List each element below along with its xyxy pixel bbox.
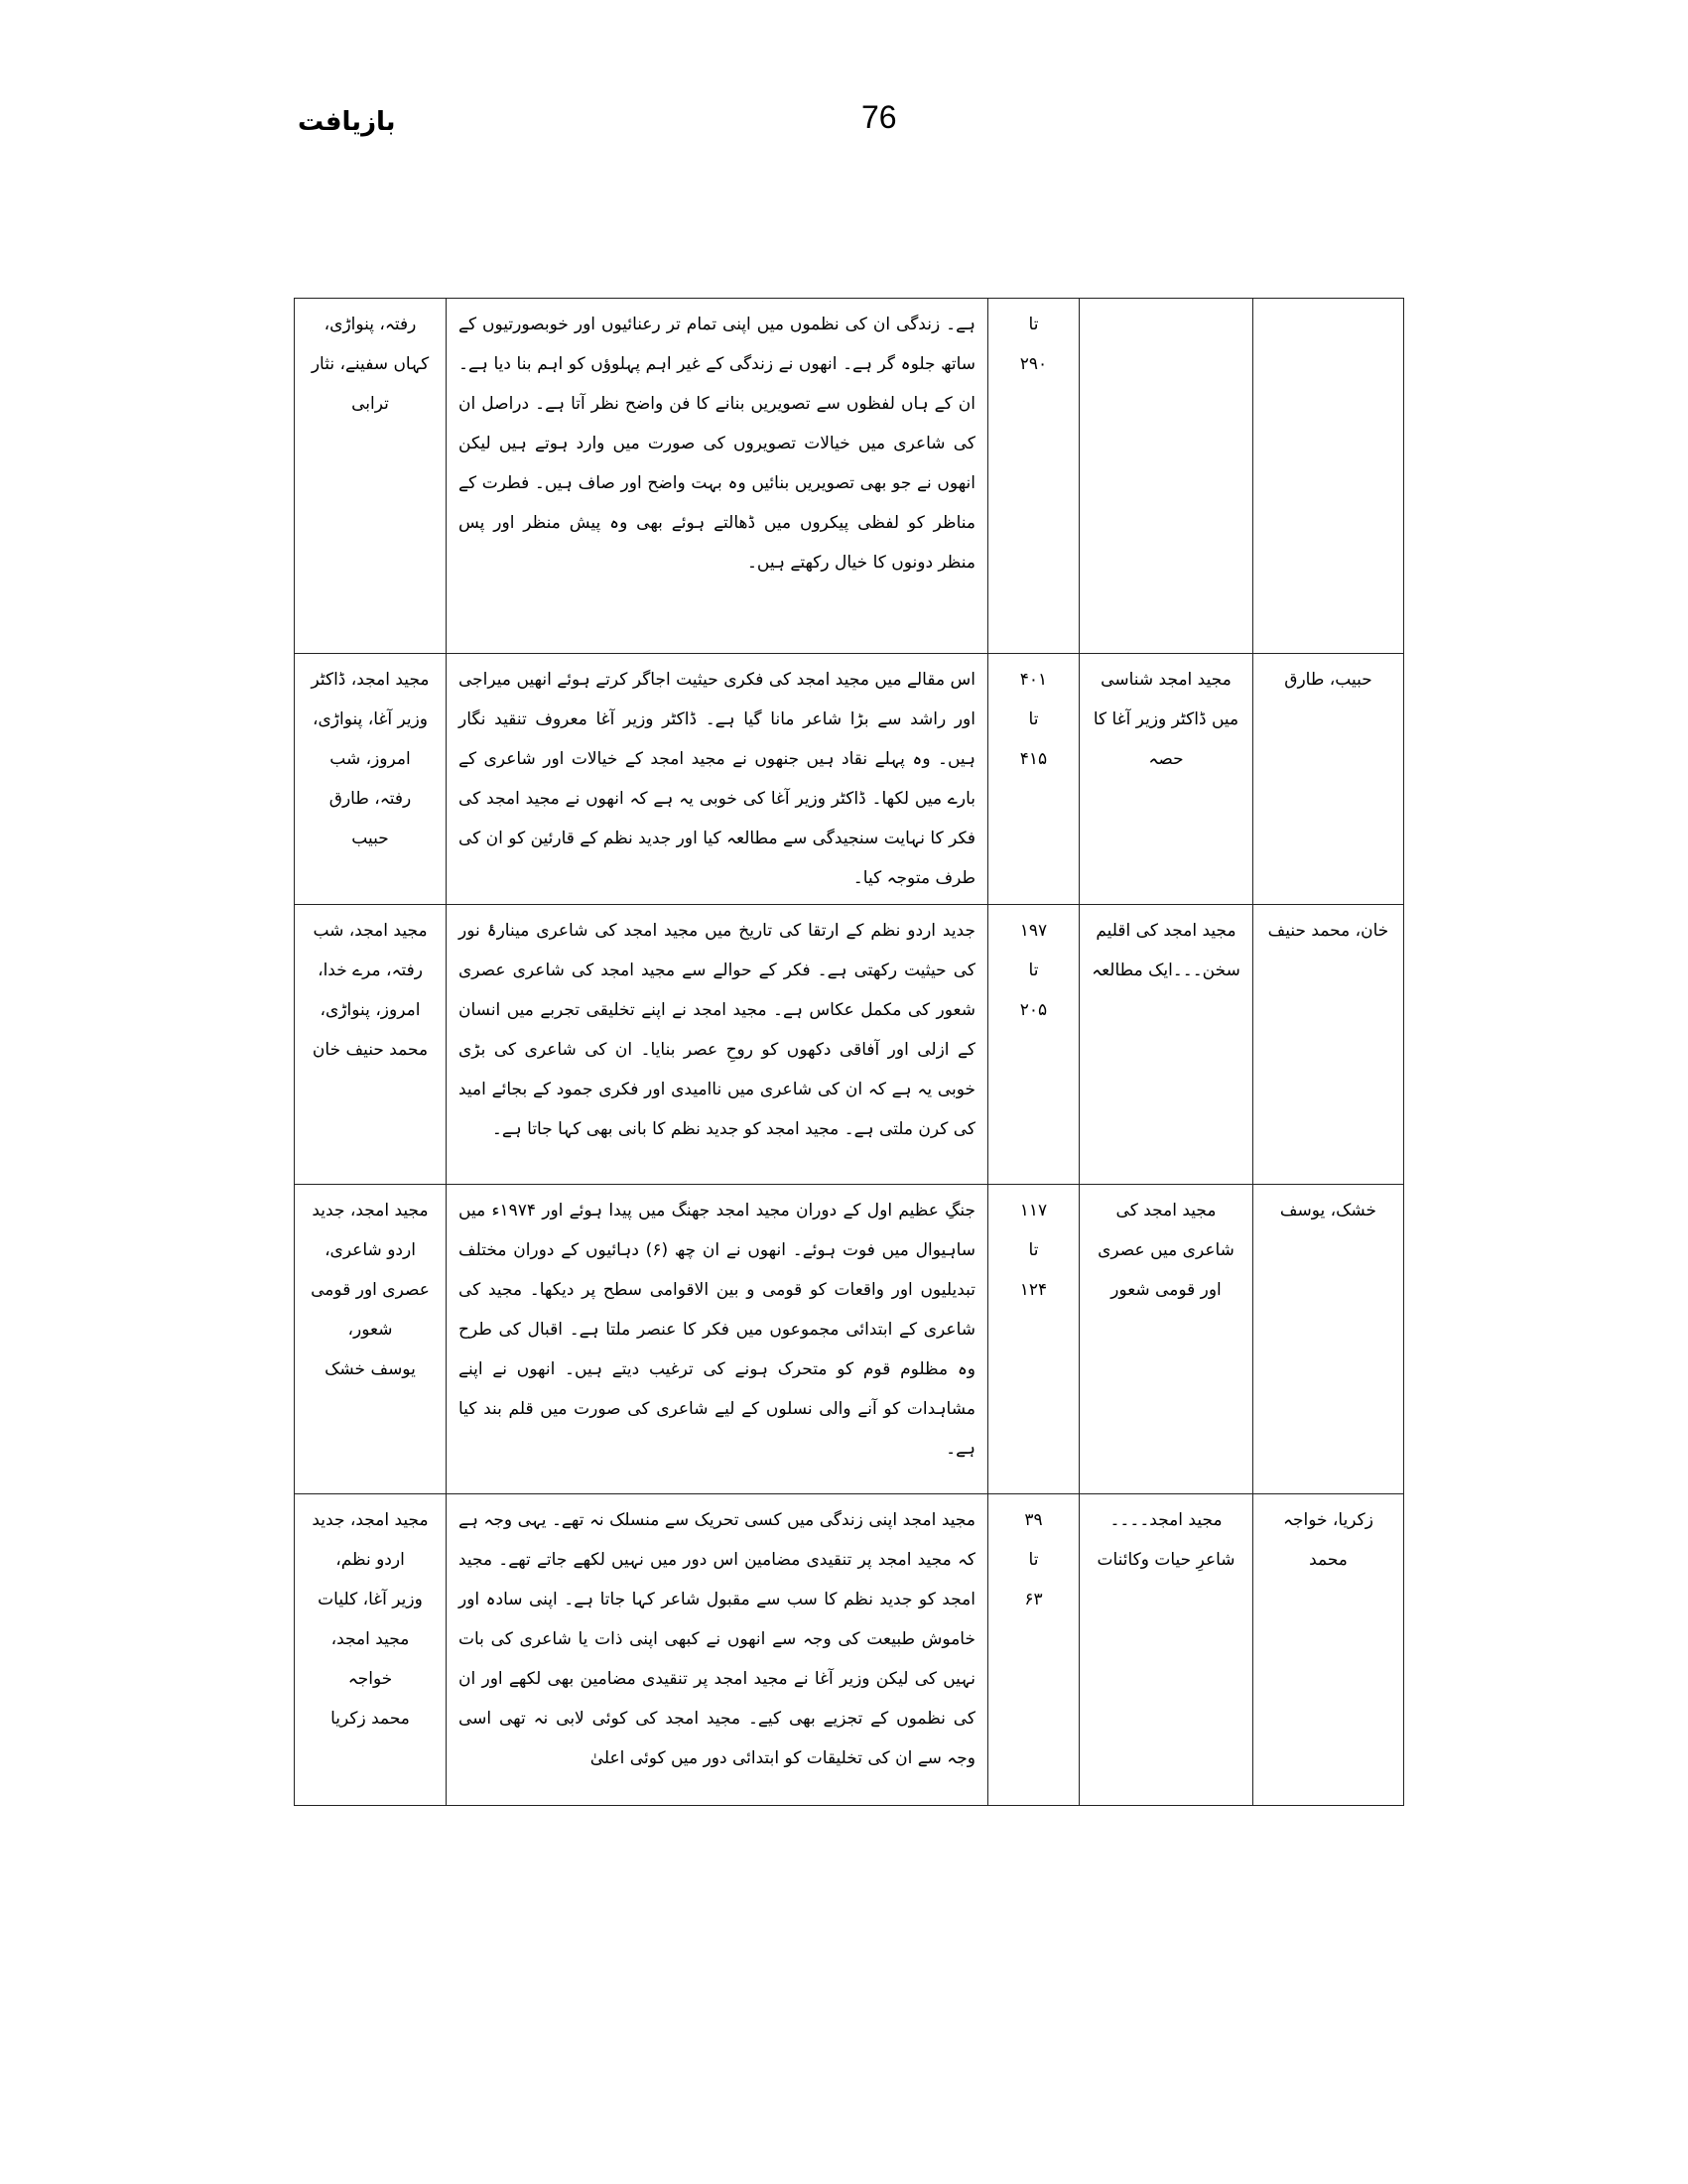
keywords-cell-line: شعور، [347,1320,393,1340]
summary-cell-text: مجید امجد اپنی زندگی میں کسی تحریک سے منسلک نہ تھے۔ یہی وجہ ہے کہ مجید امجد پر تنقیدی مضامین اس دور میں نہیں لکھے جاتے تھے۔ مجید امجد کو جدید نظم کا سب سے مقبول شاعر کہا جاتا ہے۔ اپنی سادہ اور خاموش طبیعت کی وجہ سے انھوں نے کبھی اپنی ذات یا شاعری کی بات نہیں کی لیکن وزیر آغا نے مجید امجد پر تنقیدی مضامین بھی لکھے اور ان کی نظموں کے تجزیے بھی کیے۔ مجید امجد کی کوئی لابی نہ تھی اسی وجہ سے ان کی تخلیقات کو ابتدائی دور میں کوئی اعلیٰ [458,1510,975,1768]
table-row [295,905,1404,1185]
article-title-cell [1080,299,1253,654]
keywords-cell [295,299,447,654]
author-cell [1253,1494,1404,1806]
page-range-cell [988,299,1080,654]
author-cell-text: حبیب، طارق [1284,670,1372,690]
summary-cell-text: جنگِ عظیم اول کے دوران مجید امجد جھنگ میں پیدا ہوئے اور ۱۹۷۴ء میں ساہیوال میں فوت ہوئے۔ انھوں نے ان چھ (۶) دہائیوں کے دوران مختلف تبدیلیوں اور واقعات کو قومی و بین الاقوامی سطح پر دیکھا۔ مجید کی شاعری کے ابتدائی مجموعوں میں فکر کا عنصر ملتا ہے۔ اقبال کی طرح وہ مظلوم قوم کو متحرک ہونے کی ترغیب دیتے ہیں۔ انھوں نے اپنے مشاہدات کو آنے والی نسلوں کے لیے شاعری کی صورت میں قلم بند کیا ہے۔ [458,1201,975,1459]
author-cell-text: خان، محمد حنیف [1267,921,1389,941]
article-title-cell-text: مجید امجد کی اقلیم سخن۔۔۔ایک مطالعہ [1092,921,1240,980]
page-range-cell [988,654,1080,905]
page-range-cell-line: ۱۲۴ [1019,1280,1048,1300]
summary-cell [447,905,988,1185]
keywords-cell-line: رفتہ، پنواڑی، [324,315,417,334]
keywords-cell-line: محمد حنیف خان [312,1040,429,1060]
journal-title: بازیافت [298,107,396,137]
article-title-cell [1080,654,1253,905]
page-range-cell-line: ۲۹۰ [1019,354,1048,374]
keywords-cell [295,905,447,1185]
keywords-cell [295,1185,447,1494]
page-range-cell [988,1185,1080,1494]
article-title-cell [1080,1494,1253,1806]
keywords-cell-line: اردو شاعری، [325,1240,416,1260]
page-range-cell-line: ۱۹۷ [1019,921,1048,941]
keywords-cell-line: مجید امجد، جدید [312,1201,429,1220]
page-range-cell-line: ۱۱۷ [1019,1201,1048,1220]
author-cell-text: خشک، یوسف [1279,1201,1377,1220]
summary-cell-text: جدید اردو نظم کے ارتقا کی تاریخ میں مجید امجد کی شاعری مینارۂ نور کی حیثیت رکھتی ہے۔ فکر کے حوالے سے مجید امجد کی شاعری عصری شعور کی مکمل عکاس ہے۔ مجید امجد نے اپنے تخلیقی تجربے میں انسان کے ازلی اور آفاقی دکھوں کو روحِ عصر بنایا۔ ان کی شاعری کی بڑی خوبی یہ ہے کہ ان کی شاعری میں ناامیدی اور فکری جمود کے بجائے امید کی کرن ملتی ہے۔ مجید امجد کو جدید نظم کا بانی بھی کہا جاتا ہے۔ [458,921,975,1139]
author-cell [1253,905,1404,1185]
keywords-cell-line: رفتہ، طارق [328,789,412,809]
article-title-cell [1080,1185,1253,1494]
table-row [295,299,1404,654]
table-row [295,1185,1404,1494]
summary-cell-text: ہے۔ زندگی ان کی نظموں میں اپنی تمام تر رعنائیوں اور خوبصورتیوں کے ساتھ جلوہ گر ہے۔ انھوں نے زندگی کے غیر اہم پہلوؤں کو اہم بنا دیا ہے۔ ان کے ہاں لفظوں سے تصویریں بنانے کا فن واضح نظر آتا ہے۔ دراصل ان کی شاعری میں خیالات تصویروں کی صورت میں وارد ہوتے ہیں لیکن انھوں نے جو بھی تصویریں بنائیں وہ بہت واضح اور صاف ہیں۔ فطرت کے مناظر کو لفظی پیکروں میں ڈھالتے ہوئے بھی وہ پیش منظر اور پس منظر دونوں کا خیال رکھتے ہیں۔ [458,315,975,573]
bibliography-table [294,298,1404,1806]
keywords-cell-line: رفتہ، مرے خدا، [318,961,423,980]
page-range-cell-line: ۳۹ [1024,1510,1043,1530]
table-row [295,1494,1404,1806]
page-range-cell [988,905,1080,1185]
article-title-cell-text: مجید امجد۔۔۔۔ شاعرِ حیات وکائنات [1097,1510,1235,1570]
author-cell-text: زکریا، خواجہ محمد [1283,1510,1373,1570]
keywords-cell-line: مجید امجد، شب [313,921,428,941]
keywords-cell-line: کہاں سفینے، نثار [311,354,430,374]
page-range-cell-line: ۴۰۱ [1019,670,1048,690]
keywords-cell-line: عصری اور قومی [311,1280,430,1300]
keywords-cell-line: امروز، پنواڑی، [320,1000,421,1020]
page-range-cell-line: تا [1028,315,1039,334]
page-range-cell-line: تا [1028,961,1039,980]
keywords-cell-line: ترابی [351,394,389,414]
author-cell [1253,299,1404,654]
keywords-cell-line: حبیب [351,829,389,848]
article-title-cell [1080,905,1253,1185]
summary-cell [447,299,988,654]
summary-cell-text: اس مقالے میں مجید امجد کی فکری حیثیت اجاگر کرتے ہوئے انھیں میراجی اور راشد سے بڑا شاعر مانا گیا ہے۔ ڈاکٹر وزیر آغا معروف تنقید نگار ہیں۔ وہ پہلے نقاد ہیں جنھوں نے مجید امجد کے خیالات اور شاعری کے بارے میں لکھا۔ ڈاکٹر وزیر آغا کی خوبی یہ ہے کہ انھوں نے مجید امجد کی فکر کا نہایت سنجیدگی سے مطالعہ کیا اور جدید نظم کے قارئین کو ان کی طرف متوجہ کیا۔ [458,670,975,888]
page-number: 76 [861,99,897,135]
article-title-cell-text: مجید امجد شناسی میں ڈاکٹر وزیر آغا کا حصہ [1093,670,1239,769]
keywords-cell-line: اردو نظم، [335,1550,405,1570]
author-cell [1253,1185,1404,1494]
page-range-cell-line: تا [1028,1240,1039,1260]
author-cell [1253,654,1404,905]
page-range-cell-line: ۴۱۵ [1019,749,1048,769]
keywords-cell-line: امروز، شب [329,749,411,769]
keywords-cell-line: محمد زکریا [330,1709,410,1729]
page-range-cell [988,1494,1080,1806]
keywords-cell [295,1494,447,1806]
bibliography-table-body [295,299,1404,1806]
page-range-cell-line: ۲۰۵ [1019,1000,1048,1020]
article-title-cell-text: مجید امجد کی شاعری میں عصری اور قومی شعور [1098,1201,1234,1300]
page-range-cell-line: تا [1028,709,1039,729]
summary-cell [447,1185,988,1494]
page-range-cell-line: تا [1028,1550,1039,1570]
keywords-cell-line: وزیر آغا، کلیات [318,1590,423,1609]
summary-cell [447,654,988,905]
keywords-cell-line: یوسف خشک [325,1359,416,1379]
summary-cell [447,1494,988,1806]
keywords-cell-line: وزیر آغا، پنواڑی، [313,709,428,729]
keywords-cell-line: مجید امجد، جدید [312,1510,429,1530]
keywords-cell [295,654,447,905]
keywords-cell-line: مجید امجد، ڈاکٹر [311,670,430,690]
table-row [295,654,1404,905]
keywords-cell-line: مجید امجد، خواجہ [330,1629,410,1689]
page-range-cell-line: ۶۳ [1024,1590,1043,1609]
